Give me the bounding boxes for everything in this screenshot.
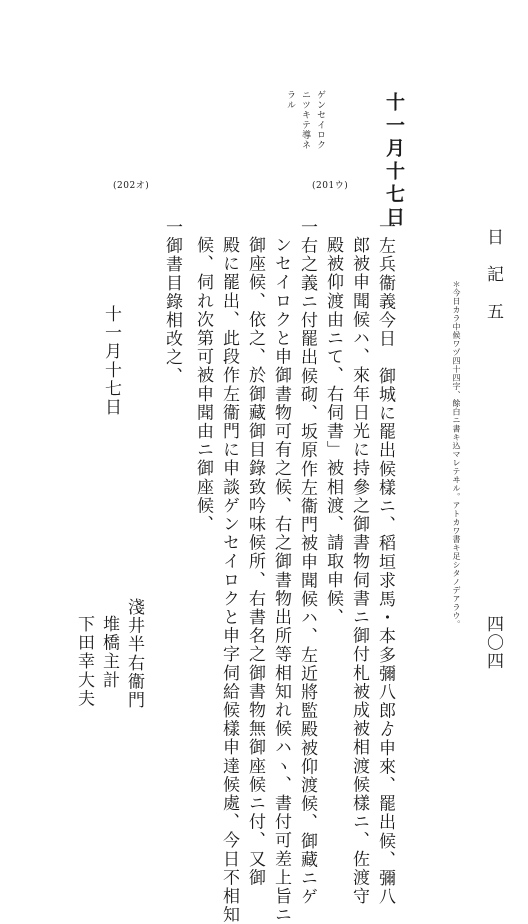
body-line-6: 御座候、依之、於御藏御目錄致吟味候所、右書名之御書物無御座候ニ付、又御 [245, 236, 265, 887]
annotation-col1: ゲンセイロク [315, 90, 325, 150]
body-line-1: 一左兵衞義今日 御城に罷出候樣ニ、稻垣求馬・本多彌八郎ゟ申來、罷出候、彌八 [375, 218, 395, 907]
signature-1: 淺井半右衞門 [124, 598, 144, 710]
page-header-label: 日 記 五 [483, 228, 503, 321]
footnote: ＊今日カラ中候ワヅ四十四字、餘白ニ書キ込マレテヰル。アトカワ書キ足シタノデアラウ。 [452, 280, 461, 629]
signature-2: 堆橋主計 [99, 615, 119, 690]
annotation-col2: ニツキテ導ネ [300, 90, 310, 150]
folio-ref-201: (201ウ) [312, 181, 349, 191]
body-line-4: 一右之義ニ付罷出候砌、坂原作左衞門被申聞候ハ、左近將監殿被仰渡候、御藏ニゲ [297, 218, 317, 907]
body-line-7: 殿に罷出、此段作左衞門に申談ゲンセイロクと申字伺給候樣申達候處、今日不相知 [219, 236, 239, 924]
annotation-col3: ラル [285, 90, 295, 110]
body-line-2: 郎被申聞候ハ、來年日光に持參之御書物伺書ニ御付札被成被相渡候樣ニ、佐渡守 [349, 236, 369, 906]
body-line-8: 候、伺れ次第可被申聞由ニ御座候、 [193, 236, 213, 534]
body-line-5: ンセイロクと申御書物可有之候、右之御書物出所等相知れ候ハヽ、書付可差上旨ニ [271, 236, 291, 924]
page-number: 四〇四 [483, 615, 503, 671]
body-line-3: 殿被仰渡由ニて、右伺書」被相渡、請取申候、 [323, 236, 343, 627]
entry-date-heading: 十一月十七日 [383, 92, 405, 230]
signature-3: 下田幸大夫 [74, 615, 94, 708]
closing-date: 十一月十七日 [101, 305, 121, 417]
body-line-9: 一御書目錄相改之、 [162, 218, 182, 386]
folio-ref-202: (202オ) [113, 181, 150, 191]
